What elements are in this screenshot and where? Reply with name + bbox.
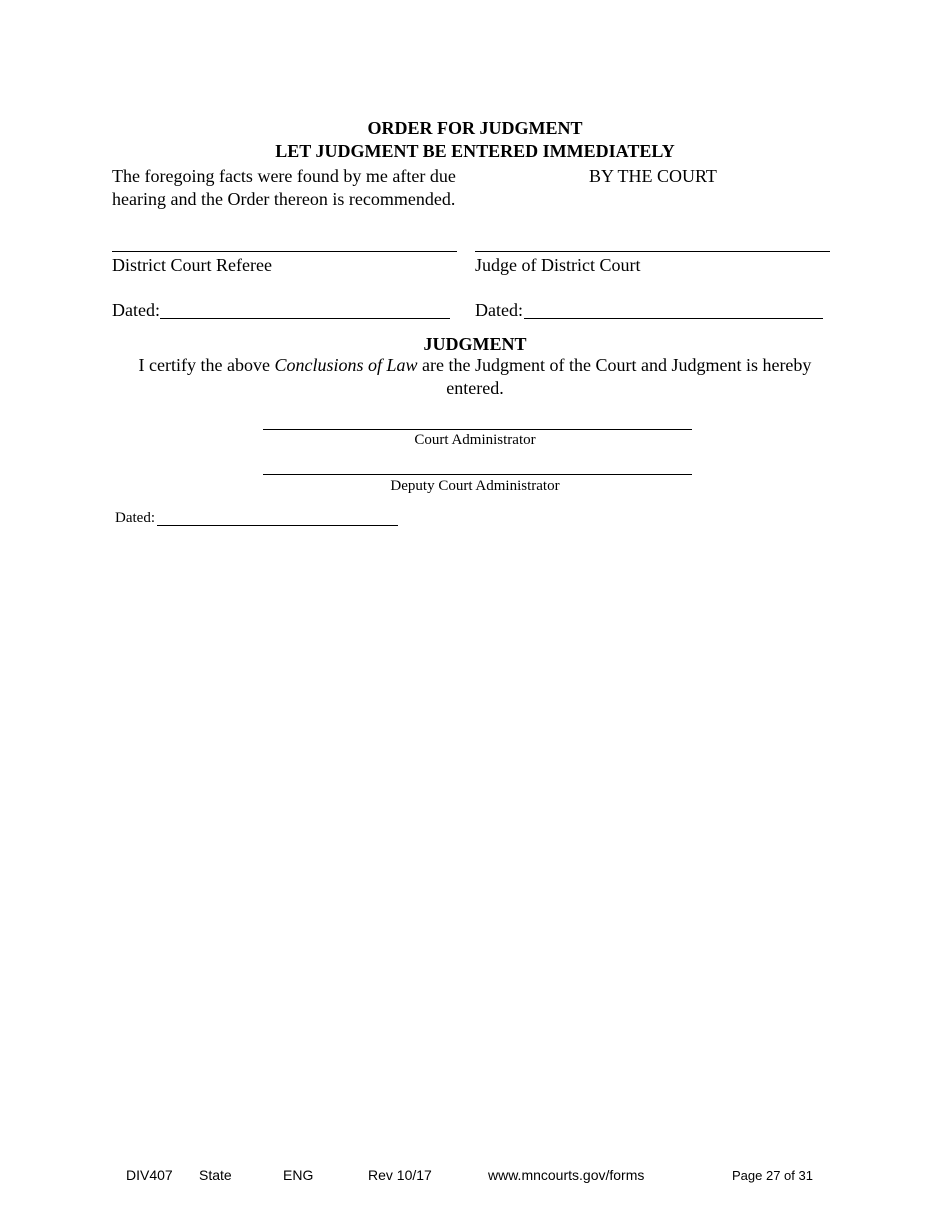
statement-line-1: The foregoing facts were found by me after due	[112, 166, 456, 186]
certify-suffix: are the Judgment of the Court and Judgment is hereby	[417, 355, 812, 375]
footer-revision: Rev 10/17	[368, 1167, 432, 1183]
judgment-dated-label: Dated:	[115, 510, 155, 526]
footer-form-id: DIV407	[126, 1167, 173, 1183]
referee-signature-line[interactable]	[112, 251, 457, 252]
footer-jurisdiction: State	[199, 1167, 232, 1183]
court-admin-label: Court Administrator	[414, 432, 536, 448]
certify-line-2: entered.	[446, 378, 504, 398]
deputy-admin-signature-line[interactable]	[263, 474, 692, 475]
judgment-dated-field[interactable]	[157, 525, 398, 526]
conclusions-of-law-text: Conclusions of Law	[274, 355, 418, 375]
by-the-court-label: BY THE COURT	[589, 166, 717, 186]
judge-label: Judge of District Court	[475, 255, 641, 275]
deputy-admin-label: Deputy Court Administrator	[390, 478, 560, 494]
referee-dated-field[interactable]	[160, 318, 450, 319]
judge-dated-field[interactable]	[524, 318, 823, 319]
certify-line-1	[0, 354, 950, 377]
referee-label: District Court Referee	[112, 255, 272, 275]
statement-line-2: hearing and the Order thereon is recommended.	[112, 189, 456, 209]
footer-page-number: Page 27 of 31	[732, 1168, 813, 1183]
judgment-title: JUDGMENT	[423, 334, 527, 354]
judge-dated-label: Dated:	[475, 300, 523, 320]
footer-website-link[interactable]: www.mncourts.gov/forms	[488, 1167, 645, 1183]
certify-prefix: I certify the above	[138, 355, 275, 375]
referee-dated-label: Dated:	[112, 300, 160, 320]
footer-language: ENG	[283, 1167, 314, 1183]
court-admin-signature-line[interactable]	[263, 429, 692, 430]
order-subtitle: LET JUDGMENT BE ENTERED IMMEDIATELY	[275, 141, 675, 161]
judge-signature-line[interactable]	[475, 251, 830, 252]
order-title: ORDER FOR JUDGMENT	[367, 118, 583, 138]
